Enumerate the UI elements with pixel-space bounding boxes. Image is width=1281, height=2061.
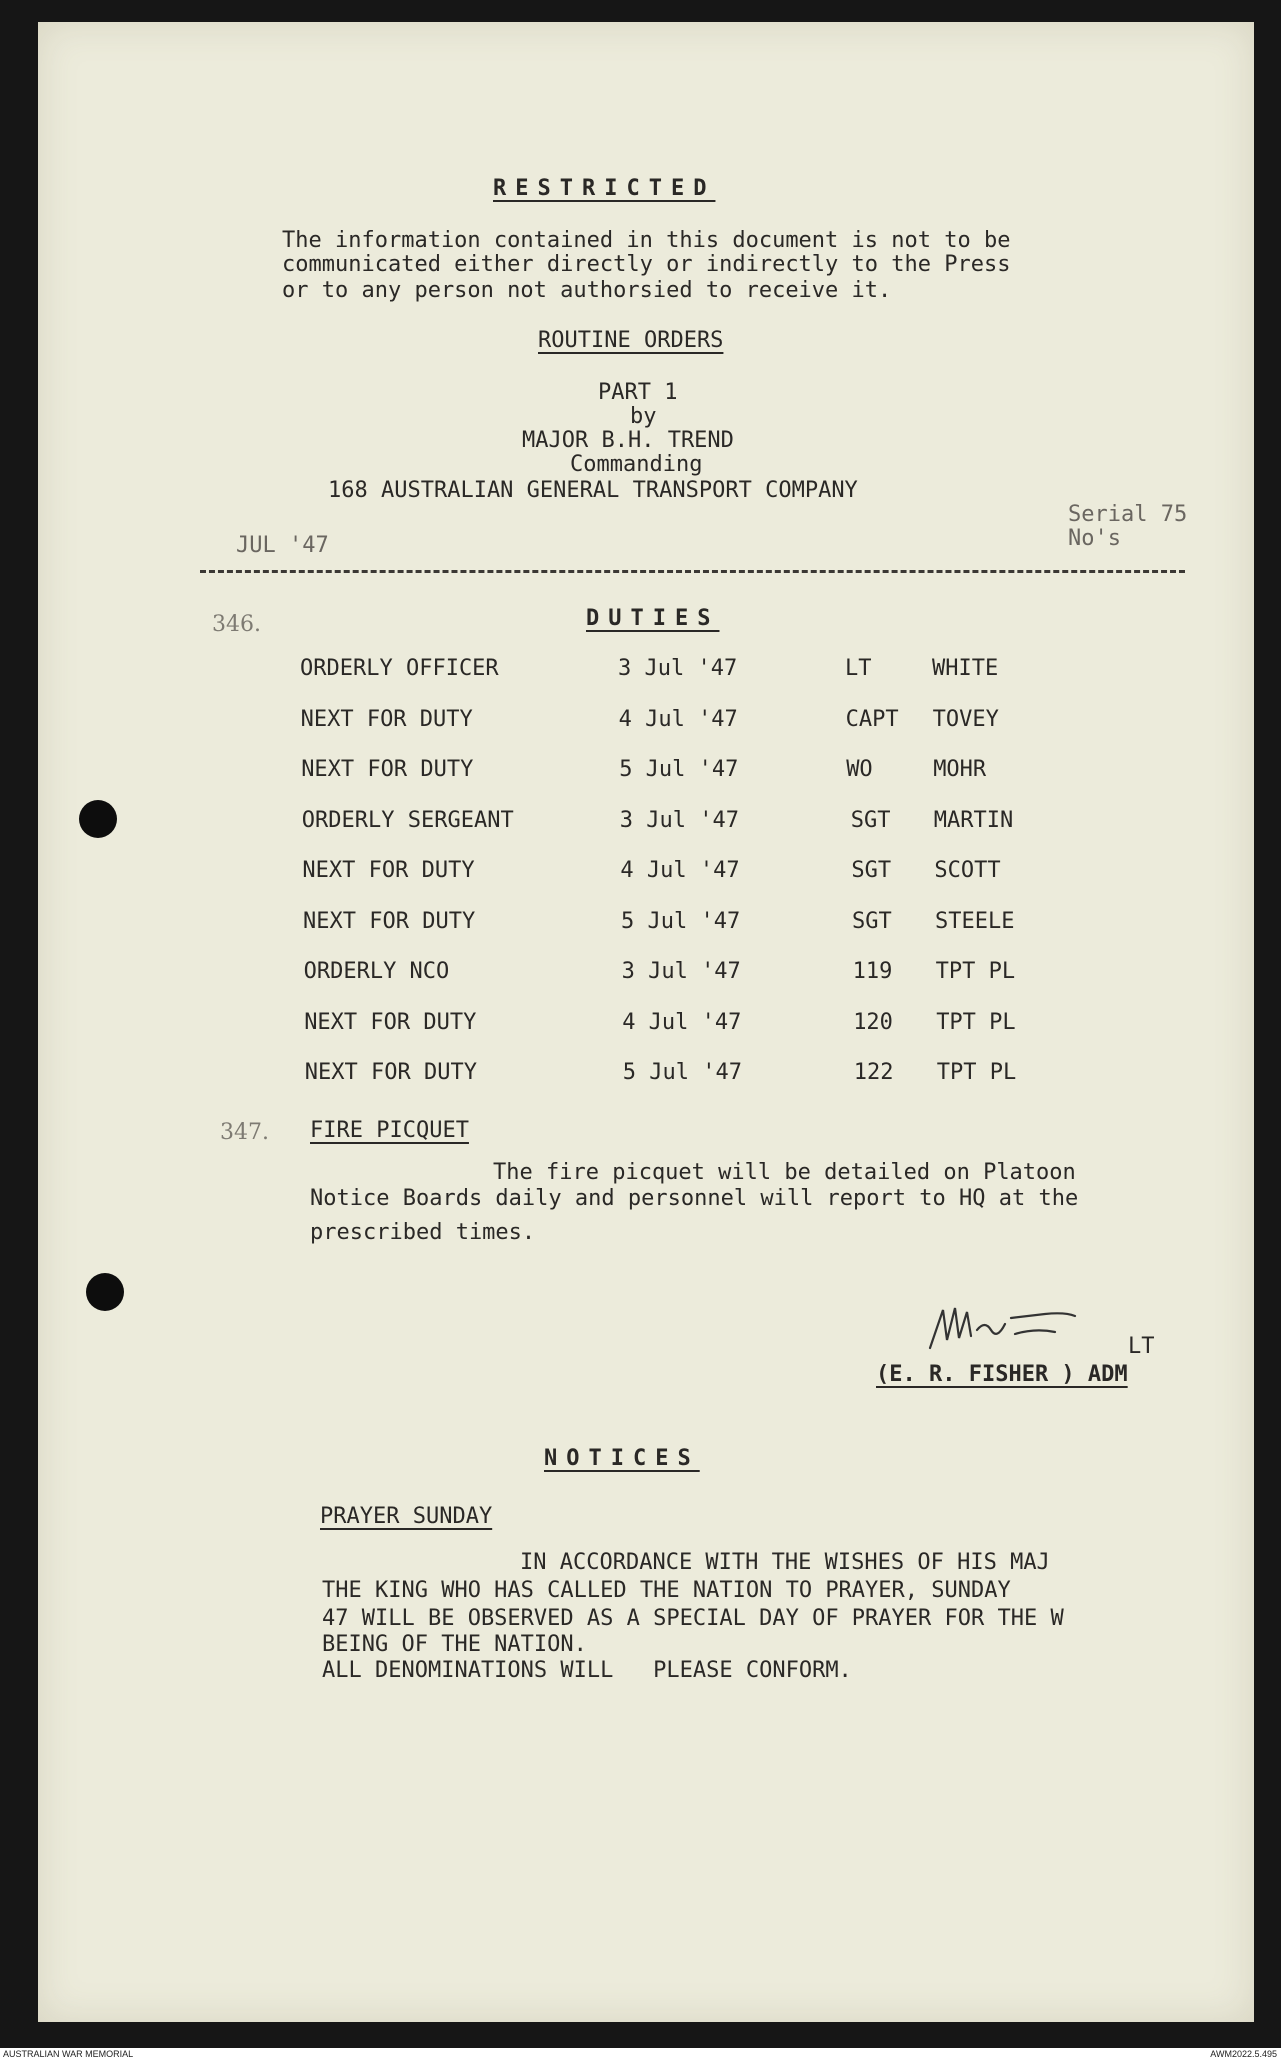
- signatory-name: (E. R. FISHER ) ADM: [876, 1362, 1128, 1387]
- duty-date: 5 Jul '47: [621, 909, 741, 934]
- duty-row: [304, 1010, 1104, 1040]
- archive-reference: AWM2022.5.495: [1210, 2049, 1277, 2059]
- duty-rank: SGT: [852, 909, 892, 934]
- duty-name: STEELE: [935, 909, 1015, 934]
- archive-footer: [0, 2048, 1281, 2061]
- duty-rank: 119: [852, 959, 893, 984]
- classification-heading: RESTRICTED: [493, 176, 716, 201]
- duty-date: 3 Jul '47: [621, 959, 741, 984]
- unit-name: 168 AUSTRALIAN GENERAL TRANSPORT COMPANY: [328, 478, 858, 503]
- duty-rank: SGT: [851, 858, 892, 883]
- duty-date: 5 Jul '47: [619, 757, 739, 782]
- duty-name: TOVEY: [932, 707, 999, 732]
- commanding-label: Commanding: [570, 452, 703, 477]
- duty-role: NEXT FOR DUTY: [301, 757, 474, 782]
- notice-line: The information contained in this document is not to be: [282, 228, 1011, 253]
- item-number: 346.: [212, 612, 261, 637]
- notices-heading: NOTICES: [544, 1446, 700, 1471]
- duty-name: MARTIN: [933, 808, 1014, 833]
- part-label: PART 1: [598, 380, 678, 405]
- duty-row: [302, 808, 1102, 838]
- duty-row: [300, 656, 1100, 686]
- duty-rank: LT: [845, 656, 872, 681]
- duty-name: TPT PL: [936, 1010, 1016, 1035]
- separator-line: [200, 570, 1185, 573]
- by-label: by: [630, 404, 657, 429]
- serial-number: Serial 75: [1068, 502, 1188, 527]
- notice-text: BEING OF THE NATION.: [322, 1632, 587, 1657]
- order-numbers: No's: [1068, 526, 1121, 551]
- duty-role: NEXT FOR DUTY: [302, 858, 475, 883]
- duty-name: SCOTT: [934, 858, 1001, 883]
- duty-date: 3 Jul '47: [619, 808, 740, 833]
- routine-orders-heading: ROUTINE ORDERS: [538, 328, 724, 353]
- duty-role: NEXT FOR DUTY: [300, 707, 473, 732]
- fire-picquet-heading: FIRE PICQUET: [310, 1118, 469, 1143]
- duty-role: ORDERLY NCO: [303, 959, 450, 984]
- notice-text: ALL DENOMINATIONS WILL PLEASE CONFORM.: [322, 1658, 852, 1683]
- notice-text: IN ACCORDANCE WITH THE WISHES OF HIS MAJ: [520, 1550, 1050, 1575]
- order-date: JUL '47: [236, 533, 329, 558]
- duty-rank: CAPT: [845, 707, 899, 732]
- duties-heading: DUTIES: [586, 606, 720, 631]
- duty-role: ORDERLY SERGEANT: [301, 808, 514, 833]
- commander-name: MAJOR B.H. TREND: [522, 428, 734, 453]
- fire-picquet-text: The fire picquet will be detailed on Platoon: [493, 1160, 1076, 1185]
- handwritten-signature: [925, 1300, 1125, 1360]
- duty-date: 4 Jul '47: [622, 1010, 742, 1035]
- duty-rank: WO: [846, 757, 873, 782]
- duty-role: NEXT FOR DUTY: [304, 1010, 477, 1035]
- duty-name: TPT PL: [936, 1060, 1017, 1085]
- duty-name: WHITE: [932, 656, 999, 681]
- duty-role: NEXT FOR DUTY: [304, 1060, 477, 1085]
- punch-hole: [86, 1273, 124, 1311]
- duty-date: 3 Jul '47: [618, 656, 738, 681]
- duty-name: MOHR: [933, 757, 987, 782]
- duty-row: [301, 707, 1101, 737]
- archive-name: AUSTRALIAN WAR MEMORIAL: [3, 2049, 134, 2059]
- notice-text: THE KING WHO HAS CALLED THE NATION TO PRAYER, SUNDAY: [322, 1578, 1011, 1603]
- duty-date: 4 Jul '47: [620, 858, 740, 883]
- duty-rank: SGT: [850, 808, 891, 833]
- duty-role: ORDERLY OFFICER: [300, 656, 499, 681]
- fire-picquet-text: prescribed times.: [310, 1220, 536, 1245]
- duty-rank: 122: [853, 1060, 894, 1085]
- duty-role: NEXT FOR DUTY: [303, 909, 476, 934]
- punch-hole: [79, 800, 117, 838]
- duty-row: [305, 1060, 1105, 1090]
- duty-date: 4 Jul '47: [618, 707, 738, 732]
- prayer-sunday-heading: PRAYER SUNDAY: [320, 1504, 493, 1529]
- duty-row: [304, 959, 1104, 989]
- duty-row: [301, 757, 1101, 787]
- notice-line: or to any person not authorsied to receive it.: [282, 278, 892, 303]
- fire-picquet-text: Notice Boards daily and personnel will report to HQ at the: [310, 1186, 1079, 1211]
- duty-name: TPT PL: [935, 959, 1016, 984]
- notice-text: 47 WILL BE OBSERVED AS A SPECIAL DAY OF PRAYER FOR THE W: [322, 1606, 1064, 1631]
- item-number: 347.: [220, 1120, 269, 1145]
- duty-row: [303, 909, 1103, 939]
- duty-rank: 120: [853, 1010, 893, 1035]
- signatory-rank: LT: [1128, 1334, 1155, 1359]
- duty-date: 5 Jul '47: [622, 1060, 743, 1085]
- notice-line: communicated either directly or indirectly to the Press: [282, 252, 1011, 277]
- duty-row: [302, 858, 1102, 888]
